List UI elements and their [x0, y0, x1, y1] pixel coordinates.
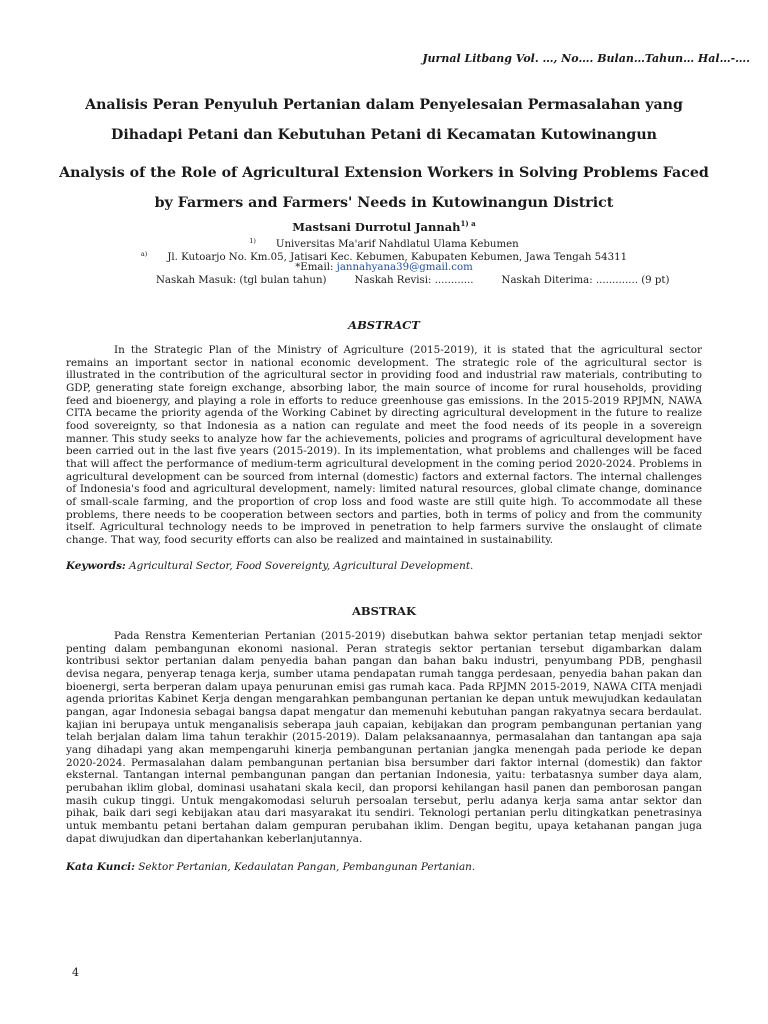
affiliation-1-text: Universitas Ma'arif Nahdlatul Ulama Kebumen	[275, 239, 519, 250]
title-english: Analysis of the Role of Agricultural Extension Workers in Solving Problems Faced by Farmers and Farmers' Needs in Kutowinangun District	[59, 165, 709, 211]
kata-kunci-label: Kata Kunci:	[66, 861, 135, 873]
email-label: *Email:	[295, 262, 337, 273]
author-name: Mastsani Durrotul Jannah	[292, 219, 461, 234]
keywords-line	[66, 560, 702, 572]
email-link[interactable]: jannahyana39@gmail.com	[336, 262, 473, 273]
author-line	[0, 219, 768, 234]
email-line	[0, 261, 768, 274]
abstrak-heading: ABSTRAK	[352, 604, 416, 618]
journal-header: Jurnal Litbang Vol. …, No…. Bulan…Tahun… Hal…-….	[422, 52, 750, 65]
manuscript-revised: Naskah Revisi: ............	[354, 275, 474, 286]
manuscript-accepted: Naskah Diterima: ............. (9 pt)	[501, 275, 670, 286]
kata-kunci-text: Sektor Pertanian, Kedaulatan Pangan, Pembangunan Pertanian.	[134, 861, 476, 873]
page-number: 4	[72, 966, 79, 979]
abstract-heading: ABSTRACT	[348, 318, 420, 332]
abstract-body: In the Strategic Plan of the Ministry of Agriculture (2015-2019), it is stated that the agricultural sector remains an important sector in national economic development. The strategic role of the agricultural sector is illustrated in the contribution of the agricultural sector in providing food and industrial raw materials, contributing to GDP, generating state foreign exchange, absorbing labor, the main source of income for rural households, providing feed and bioenergy, and playing a role in efforts to reduce greenhouse gas emissions. In the 2015-2019 RPJMN, NAWA CITA became the priority agenda of the Working Cabinet by directing agricultural development in the future to realize food sovereignty, so that Indonesia as a nation can regulate and meet the food needs of its people in a sovereign manner. This study seeks to analyze how far the achievements, policies and programs of agricultural development have been carried out in the last five years (2015-2019). In its implementation, what problems and challenges will be faced that will affect the performance of medium-term agricultural development in the coming period 2020-2024. Problems in agricultural development can be sourced from internal (domestic) factors and external factors. The internal challenges of Indonesia's food and agricultural development, namely: limited natural resources, global climate change, dominance of small-scale farming, and the proportion of crop loss and food waste are still quite high. To accommodate all these problems, there needs to be cooperation between sectors and parties, both in terms of policy and from the community itself. Agricultural technology needs to be improved in penetration to help farmers survive the onslaught of climate change. That way, food security efforts can also be realized and maintained in sustainability.	[66, 344, 702, 546]
affiliation-2-marker: a)	[140, 250, 148, 258]
affiliation-2-text: Jl. Kutoarjo No. Km.05, Jatisari Kec. Kebumen, Kabupaten Kebumen, Jawa Tengah 54311	[167, 252, 628, 263]
author-superscript: 1) a	[460, 219, 476, 228]
manuscript-dates	[156, 275, 756, 286]
affiliation-1-marker: 1)	[249, 237, 256, 245]
title-indonesian: Analisis Peran Penyuluh Pertanian dalam Penyelesaian Permasalahan yang Dihadapi Petani dan Kebutuhan Petani di Kecamatan Kutowinangun	[85, 97, 683, 143]
keywords-text: Agricultural Sector, Food Sovereignty, Agricultural Development.	[125, 560, 474, 572]
manuscript-received: Naskah Masuk: (tgl bulan tahun)	[156, 275, 327, 286]
abstrak-body: Pada Renstra Kementerian Pertanian (2015-2019) disebutkan bahwa sektor pertanian tetap menjadi sektor penting dalam pembangunan ekonomi nasional. Peran strategis sektor pertanian tersebut digambarkan dalam kontribusi sektor pertanian dalam penyedia bahan pangan dan bahan baku industri, penyumbang PDB, penghasil devisa negara, penyerap tenaga kerja, sumber utama pendapatan rumah tangga perdesaan, penyedia bahan pakan dan bioenergi, serta berperan dalam upaya penurunan emisi gas rumah kaca. Pada RPJMN 2015-2019, NAWA CITA menjadi agenda prioritas Kabinet Kerja dengan mengarahkan pembangunan pertanian ke depan untuk mewujudkan kedaulatan pangan, agar Indonesia sebagai bangsa dapat mengatur dan memenuhi kebutuhan pangan rakyatnya secara berdaulat. kajian ini berupaya untuk menganalisis seberapa jauh capaian, kebijakan dan program pembangunan pertanian yang telah berjalan dalam lima tahun terakhir (2015-2019). Dalam pelaksanaannya, permasalahan dan tantangan apa saja yang dihadapi yang akan mempengaruhi kinerja pembangunan pertanian jangka menengah pada periode ke depan 2020-2024. Permasalahan dalam pembangunan pertanian bisa bersumber dari faktor internal (domestik) dan faktor eksternal. Tantangan internal pembangunan pangan dan pertanian Indonesia, yaitu: terbatasnya sumber daya alam, perubahan iklim global, dominasi usahatani skala kecil, dan proporsi kehilangan hasil panen dan pemborosan pangan masih cukup tinggi. Untuk mengakomodasi seluruh persoalan tersebut, perlu adanya kerja sama antar sektor dan pihak, baik dari segi kebijakan atau dari masyarakat itu sendiri. Teknologi pertanian perlu ditingkatkan penetrasinya untuk membantu petani bertahan dalam gempuran perubahan iklim. Dengan begitu, upaya ketahanan pangan juga dapat diwujudkan dan dipertahankan keberlanjutannya.	[66, 630, 702, 845]
keywords-label: Keywords:	[66, 560, 126, 572]
kata-kunci-line	[66, 861, 702, 873]
